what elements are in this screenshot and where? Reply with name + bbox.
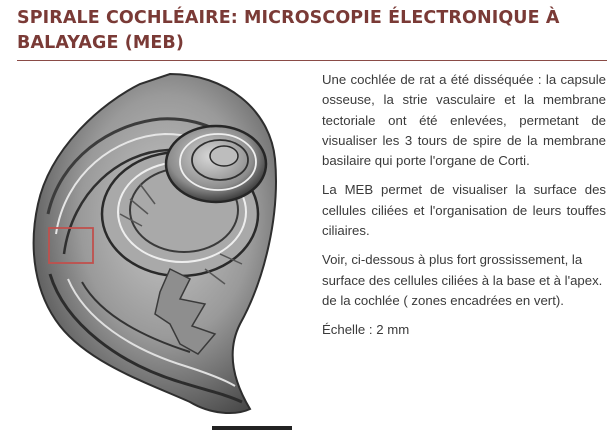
cochlea-sem-image [20,64,304,444]
scale-caption: Échelle : 2 mm [322,322,410,338]
scale-bar [212,426,292,430]
apex-tip [210,146,238,166]
title-divider [17,60,607,61]
description-panel [322,70,606,350]
description-paragraph-meb: La MEB permet de visualiser la surface des cellules ciliées et l'organisation de leurs touffes ciliaires. [322,182,606,239]
description-paragraph-see-below: Voir, ci-dessous à plus fort grossissement, la surface des cellules ciliées à la base et à l'apex. de la cochlée ( zones encadrées en vert). [322,252,603,308]
description-paragraph-dissection: Une cochlée de rat a été disséquée : la capsule osseuse, la strie vasculaire et la membrane tectoriale ont été enlevées, permetant de visualiser les 3 tours de spire de la membrane basilaire qui porte l'organe de Corti. [322,72,606,169]
page-title: SPIRALE COCHLÉAIRE: MICROSCOPIE ÉLECTRONIQUE À BALAYAGE (MEB) [17,8,560,53]
